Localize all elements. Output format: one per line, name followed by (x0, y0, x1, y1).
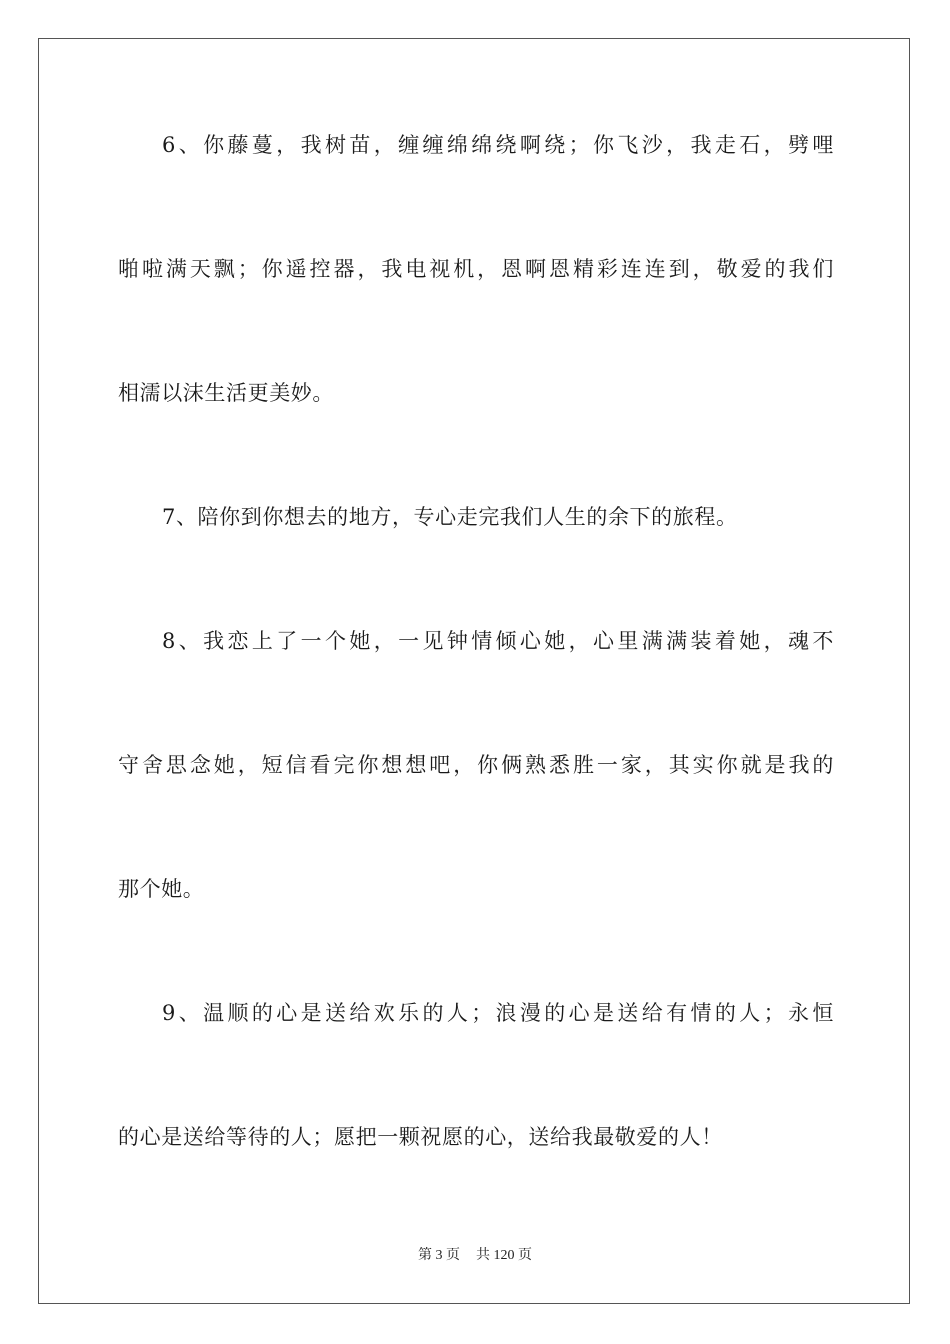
total-pages: 共 120 页 (476, 1248, 532, 1263)
paragraph-7-line-1: 7、陪你到你想去的地方，专心走完我们人生的余下的旅程。 (162, 505, 738, 529)
paragraph-8-line-1: 8、我恋上了一个她，一见钟情倾心她，心里满满装着她，魂不 (162, 629, 834, 653)
page-number: 第 3 页 (418, 1248, 460, 1263)
paragraph-6-line-1: 6、你藤蔓，我树苗，缠缠绵绵绕啊绕；你飞沙，我走石，劈哩 (162, 133, 834, 157)
page-footer (0, 1246, 950, 1266)
paragraph-8-line-3: 那个她。 (118, 877, 205, 901)
paragraph-9-line-2: 的心是送给等待的人；愿把一颗祝愿的心，送给我最敬爱的人！ (118, 1125, 723, 1149)
paragraph-9-line-1: 9、温顺的心是送给欢乐的人；浪漫的心是送给有情的人；永恒 (162, 1001, 834, 1025)
page-border (38, 38, 910, 1304)
paragraph-6-line-3: 相濡以沫生活更美妙。 (118, 381, 334, 405)
paragraph-8-line-2: 守舍思念她，短信看完你想想吧，你俩熟悉胜一家，其实你就是我的 (118, 753, 834, 777)
paragraph-6-line-2: 啪啦满天飘；你遥控器，我电视机，恩啊恩精彩连连到，敬爱的我们 (118, 257, 834, 281)
